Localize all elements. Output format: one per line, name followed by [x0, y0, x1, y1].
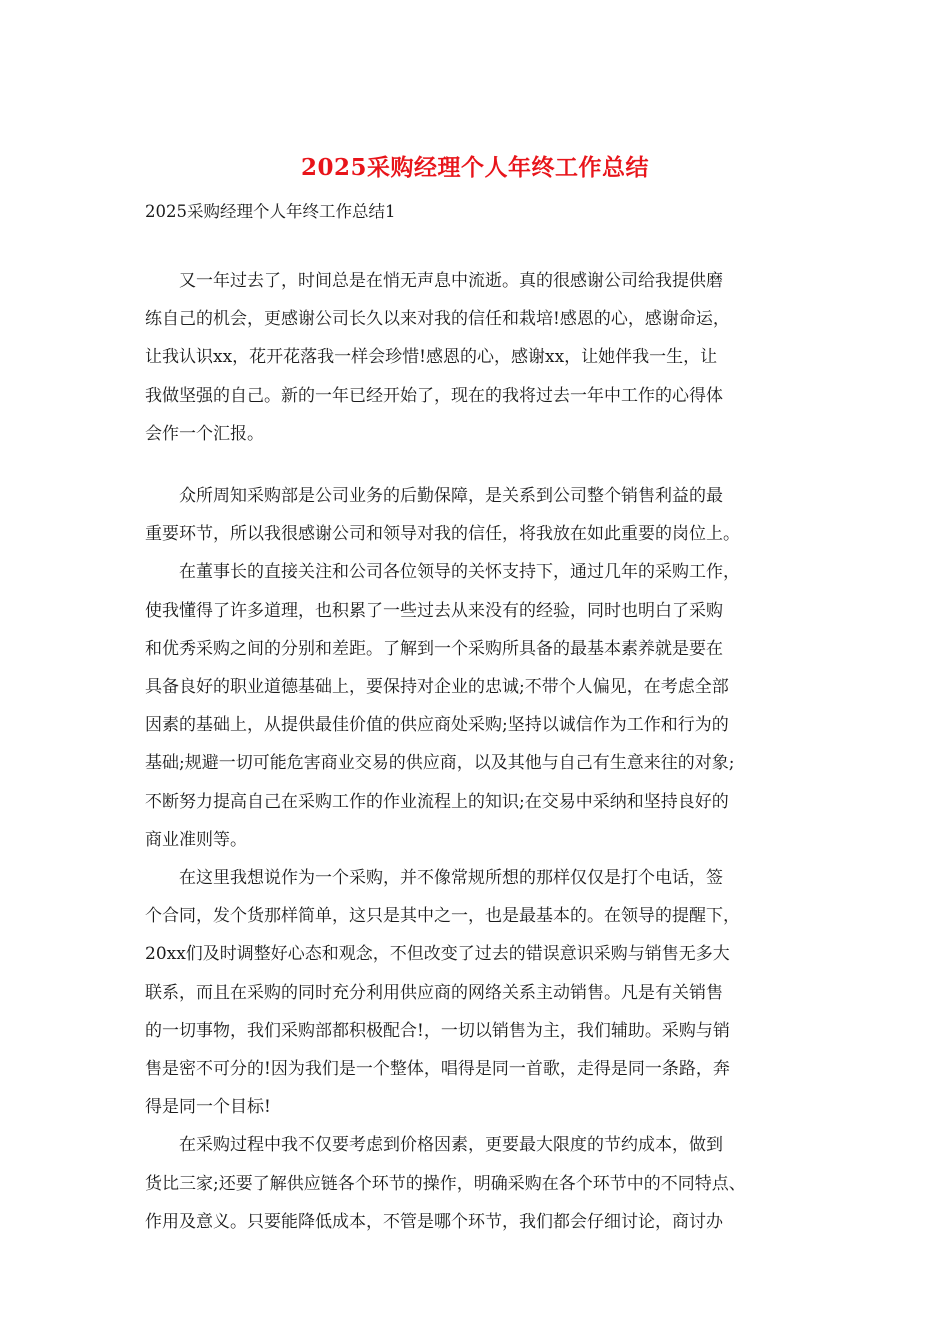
- text-line: 又一年过去了，时间总是在悄无声息中流逝。真的很感谢公司给我提供磨: [179, 271, 723, 291]
- text-line: 不断努力提高自己在采购工作的作业流程上的知识;在交易中采纳和坚持良好的: [145, 791, 729, 812]
- text-line: 使我懂得了许多道理，也积累了一些过去从来没有的经验，同时也明白了采购: [145, 600, 723, 621]
- text-line: 作用及意义。只要能降低成本，不管是哪个环节，我们都会仔细讨论，商讨办: [145, 1211, 723, 1232]
- text-line: 售是密不可分的!因为我们是一个整体，唱得是同一首歌，走得是同一条路，奔: [145, 1059, 730, 1080]
- text-line: 得是同一个目标!: [145, 1097, 271, 1118]
- body-section-main: [145, 477, 825, 1241]
- text-line: 个合同，发个货那样简单，这只是其中之一，也是最基本的。在领导的提醒下，: [145, 906, 740, 927]
- paragraph: [145, 1126, 825, 1241]
- text-line: 货比三家;还要了解供应链各个环节的操作，明确采购在各个环节中的不同特点、: [145, 1173, 746, 1194]
- text-line: 让我认识xx，花开花落我一样会珍惜!感恩的心，感谢xx，让她伴我一生，让: [145, 347, 718, 368]
- paragraph: [145, 262, 825, 453]
- text-line: 具备良好的职业道德基础上，要保持对企业的忠诚;不带个人偏见，在考虑全部: [145, 677, 729, 698]
- body-section-intro: [145, 262, 825, 453]
- text-line: 众所周知采购部是公司业务的后勤保障，是关系到公司整个销售利益的最: [179, 486, 723, 506]
- text-line: 基础;规避一切可能危害商业交易的供应商，以及其他与自己有生意来往的对象;: [145, 753, 735, 774]
- text-line: 的一切事物，我们采购部都积极配合!，一切以销售为主，我们辅助。采购与销: [145, 1020, 730, 1041]
- document-subtitle: 2025采购经理个人年终工作总结1: [145, 202, 396, 221]
- paragraph: [145, 859, 825, 1126]
- text-line: 练自己的机会，更感谢公司长久以来对我的信任和栽培!感恩的心，感谢命运，: [145, 309, 730, 330]
- document-title: 2025采购经理个人年终工作总结: [300, 154, 649, 181]
- text-line: 因素的基础上，从提供最佳价值的供应商处采购;坚持以诚信作为工作和行为的: [145, 715, 729, 736]
- paragraph: [145, 553, 825, 859]
- text-line: 在采购过程中我不仅要考虑到价格因素，更要最大限度的节约成本，做到: [179, 1135, 723, 1156]
- text-line: 和优秀采购之间的分别和差距。了解到一个采购所具备的最基本素养就是要在: [145, 638, 723, 659]
- paragraph: [145, 477, 825, 553]
- text-line: 商业准则等。: [145, 829, 247, 850]
- text-line: 联系，而且在采购的同时充分利用供应商的网络关系主动销售。凡是有关销售: [145, 982, 723, 1003]
- text-line: 重要环节，所以我很感谢公司和领导对我的信任，将我放在如此重要的岗位上。: [145, 524, 740, 545]
- text-line: 我做坚强的自己。新的一年已经开始了，现在的我将过去一年中工作的心得体: [145, 385, 723, 406]
- text-line: 在董事长的直接关注和公司各位领导的关怀支持下，通过几年的采购工作，: [179, 562, 740, 583]
- text-line: 在这里我想说作为一个采购，并不像常规所想的那样仅仅是打个电话，签: [179, 868, 723, 889]
- text-line: 会作一个汇报。: [145, 423, 264, 444]
- text-line: 20xx们及时调整好心态和观念，不但改变了过去的错误意识采购与销售无多大: [145, 944, 730, 965]
